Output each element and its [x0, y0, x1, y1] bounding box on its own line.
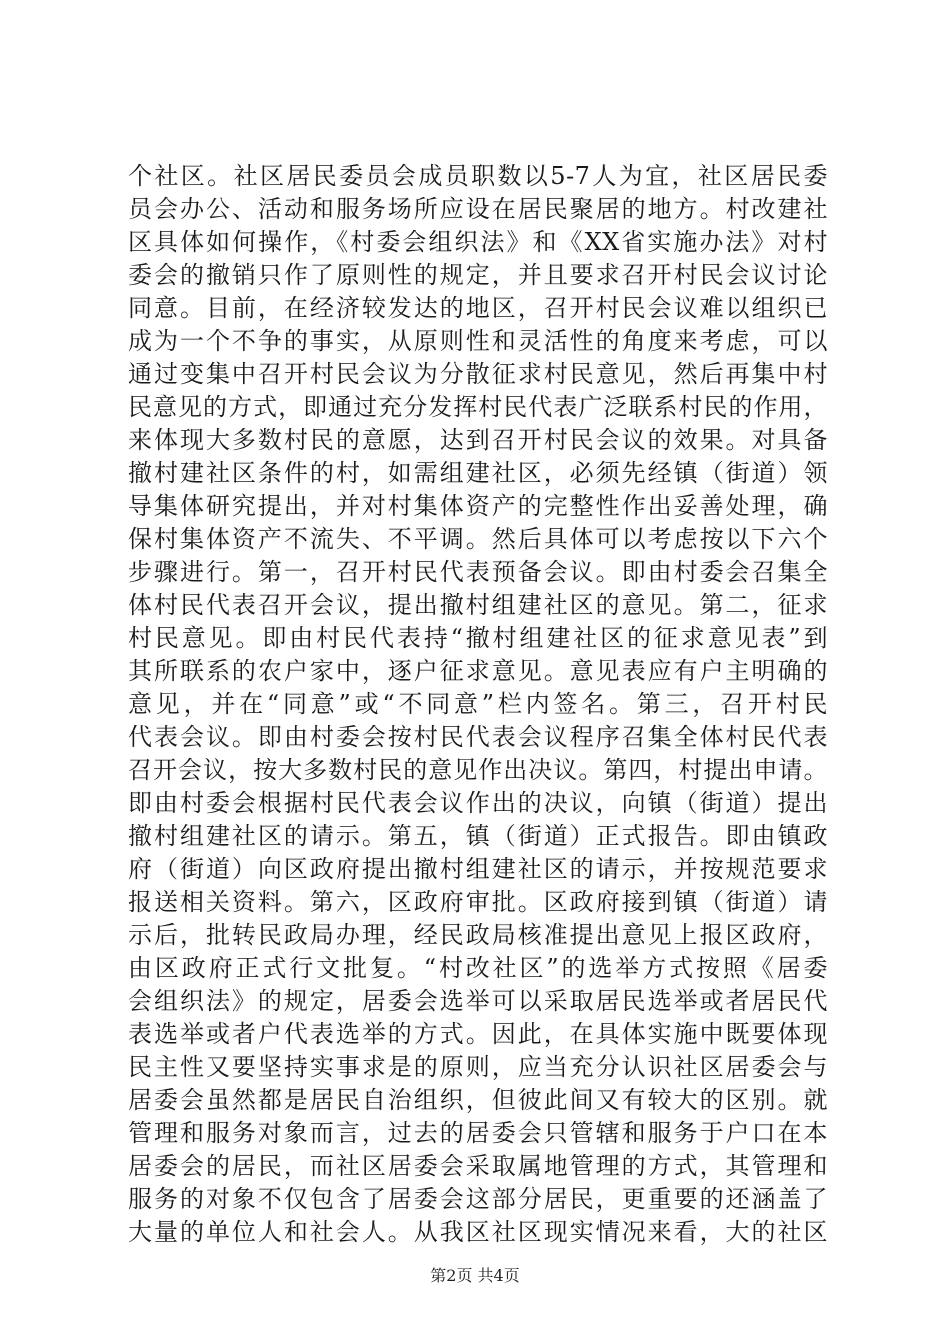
text-line: 表选举或者户代表选举的方式。因此，在具体实施中既要体现 — [128, 1020, 828, 1048]
text-line: 由区政府正式行文批复。“村改社区”的选举方式按照《居委 — [128, 954, 828, 982]
text-line: 委会的撤销只作了原则性的规定，并且要求召开村民会议讨论 — [128, 261, 828, 289]
text-line: 即由村委会根据村民代表会议作出的决议，向镇（街道）提出 — [128, 789, 828, 817]
text-line: 个社区。社区居民委员会成员职数以5-7人为宜，社区居民委 — [128, 162, 828, 190]
text-line: 服务的对象不仅包含了居委会这部分居民，更重要的还涵盖了 — [128, 1185, 828, 1213]
text-line: 区具体如何操作，《村委会组织法》和《XX省实施办法》对村 — [128, 228, 828, 256]
text-line: 民意见的方式，即通过充分发挥村民代表广泛联系村民的作用， — [128, 393, 828, 421]
text-line: 示后，批转民政局办理，经民政局核准提出意见上报区政府， — [128, 921, 828, 949]
text-line: 撤村建社区条件的村，如需组建社区，必须先经镇（街道）领 — [128, 459, 828, 487]
text-line: 员会办公、活动和服务场所应设在居民聚居的地方。村改建社 — [128, 195, 828, 223]
text-line: 意见，并在“同意”或“不同意”栏内签名。第三，召开村民 — [128, 690, 828, 718]
text-line: 民主性又要坚持实事求是的原则，应当充分认识社区居委会与 — [128, 1053, 828, 1081]
text-line: 撤村组建社区的请示。第五，镇（街道）正式报告。即由镇政 — [128, 822, 828, 850]
page-footer: 第2页 共4页 — [430, 1266, 520, 1285]
text-line: 大量的单位人和社会人。从我区社区现实情况来看，大的社区 — [128, 1218, 828, 1246]
text-line: 来体现大多数村民的意愿，达到召开村民会议的效果。对具备 — [128, 426, 828, 454]
text-line: 步骤进行。第一，召开村民代表预备会议。即由村委会召集全 — [128, 558, 828, 586]
text-line: 府（街道）向区政府提出撤村组建社区的请示，并按规范要求 — [128, 855, 828, 883]
text-line: 成为一个不争的事实，从原则性和灵活性的角度来考虑，可以 — [128, 327, 828, 355]
text-line: 管理和服务对象而言，过去的居委会只管辖和服务于户口在本 — [128, 1119, 828, 1147]
text-line: 体村民代表召开会议，提出撤村组建社区的意见。第二，征求 — [128, 591, 828, 619]
text-line: 通过变集中召开村民会议为分散征求村民意见，然后再集中村 — [128, 360, 828, 388]
body-text — [128, 160, 828, 1249]
text-line: 代表会议。即由村委会按村民代表会议程序召集全体村民代表 — [128, 723, 828, 751]
text-line: 会组织法》的规定，居委会选举可以采取居民选举或者居民代 — [128, 987, 828, 1015]
text-line: 保村集体资产不流失、不平调。然后具体可以考虑按以下六个 — [128, 525, 828, 553]
text-line: 居委会的居民，而社区居委会采取属地管理的方式，其管理和 — [128, 1152, 828, 1180]
text-line: 报送相关资料。第六，区政府审批。区政府接到镇（街道）请 — [128, 888, 828, 916]
text-line: 同意。目前，在经济较发达的地区，召开村民会议难以组织已 — [128, 294, 828, 322]
text-line: 导集体研究提出，并对村集体资产的完整性作出妥善处理，确 — [128, 492, 828, 520]
text-line: 居委会虽然都是居民自治组织，但彼此间又有较大的区别。就 — [128, 1086, 828, 1114]
text-line: 其所联系的农户家中，逐户征求意见。意见表应有户主明确的 — [128, 657, 828, 685]
text-line: 村民意见。即由村民代表持“撤村组建社区的征求意见表”到 — [128, 624, 828, 652]
text-line: 召开会议，按大多数村民的意见作出决议。第四，村提出申请。 — [128, 756, 828, 784]
